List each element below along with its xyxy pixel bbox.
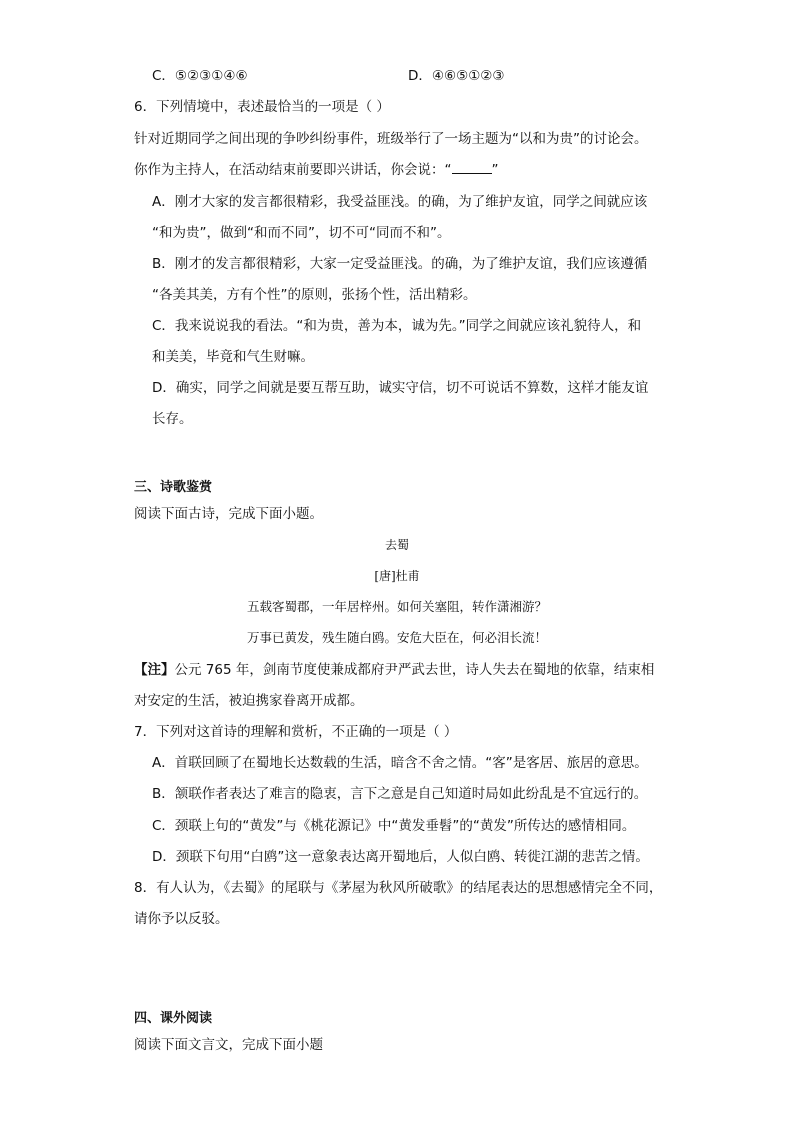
- q7-stem: 7．下列对这首诗的理解和赏析，不正确的一项是（ ）: [134, 724, 458, 740]
- section4-intro: 阅读下面文言文，完成下面小题: [134, 1037, 323, 1053]
- poem-author: [唐]杜甫: [374, 569, 420, 583]
- q6-context-line1: 针对近期同学之间出现的争吵纠纷事件，班级举行了一场主题为“以和为贵”的讨论会。: [134, 131, 648, 147]
- poem-title: 去蜀: [384, 538, 409, 552]
- q6-option-b-cont: “各美其美，方有个性”的原则，张扬个性，活出精彩。: [152, 287, 477, 303]
- q5-option-c: C．⑤②③①④⑥: [152, 68, 248, 84]
- poem-note: [134, 660, 654, 680]
- q6-option-d-cont: 长存。: [152, 411, 193, 427]
- q6-option-d: D．确实，同学之间就是要互帮互助，诚实守信，切不可说话不算数，这样才能友谊: [152, 380, 649, 396]
- section3-intro: 阅读下面古诗，完成下面小题。: [134, 506, 323, 522]
- q6-option-a: A．刚才大家的发言都很精彩，我受益匪浅。的确，为了维护友谊，同学之间就应该: [152, 194, 648, 210]
- poem-line-1: 五载客蜀郡，一年居梓州。如何关塞阻，转作潇湘游？: [246, 599, 547, 614]
- q7-option-d: D．颈联下句用“白鸥”这一意象表达离开蜀地后，人似白鸥、转徙江湖的悲苦之情。: [152, 849, 649, 865]
- q7-option-c: C．颈联上句的“黄发”与《桃花源记》中“黄发垂髫”的“黄发”所传达的感情相同。: [152, 818, 636, 834]
- answer-blank: [452, 161, 492, 174]
- q6-context-prefix: 你作为主持人，在活动结束前要即兴讲话，你会说：“: [134, 162, 452, 178]
- poem-note-cont: 对安定的生活，被迫携家眷离开成都。: [134, 693, 364, 709]
- note-text: 公元 765 年，剑南节度使兼成都府尹严武去世，诗人失去在蜀地的依靠，结束相: [174, 662, 655, 678]
- q8-stem-cont: 请你予以反驳。: [134, 911, 229, 927]
- q6-option-a-cont: “和为贵”，做到“和而不同”，切不可“同而不和”。: [152, 225, 451, 241]
- section3-title: 三、诗歌鉴赏: [134, 480, 213, 495]
- q6-option-c: C．我来说说我的看法。“和为贵，善为本，诚为先。”同学之间就应该礼貌待人，和: [152, 318, 642, 334]
- q6-context-line2: [134, 160, 499, 180]
- q6-context-suffix: ”: [491, 162, 499, 178]
- q7-option-a: A．首联回顾了在蜀地长达数载的生活，暗含不舍之情。“客”是客居、旅居的意思。: [152, 755, 648, 771]
- poem-line-2: 万事已黄发，残生随白鸥。安危大臣在，何必泪长流！: [246, 630, 547, 645]
- q5-option-d: D．④⑥⑤①②③: [408, 68, 505, 84]
- q6-option-c-cont: 和美美，毕竟和气生财嘛。: [152, 349, 314, 365]
- q6-stem: 6．下列情境中，表述最恰当的一项是（ ）: [134, 99, 390, 115]
- q8-stem: 8．有人认为，《去蜀》的尾联与《茅屋为秋风所破歌》的结尾表达的思想感情完全不同，: [134, 880, 663, 896]
- q7-option-b: B．颔联作者表达了难言的隐衷，言下之意是自己知道时局如此纷乱是不宜远行的。: [152, 786, 648, 802]
- section4-title: 四、课外阅读: [134, 1011, 213, 1026]
- note-label: 【注】: [134, 662, 175, 678]
- q6-option-b: B．刚才的发言都很精彩，大家一定受益匪浅。的确，为了维护友谊，我们应该遵循: [152, 256, 648, 272]
